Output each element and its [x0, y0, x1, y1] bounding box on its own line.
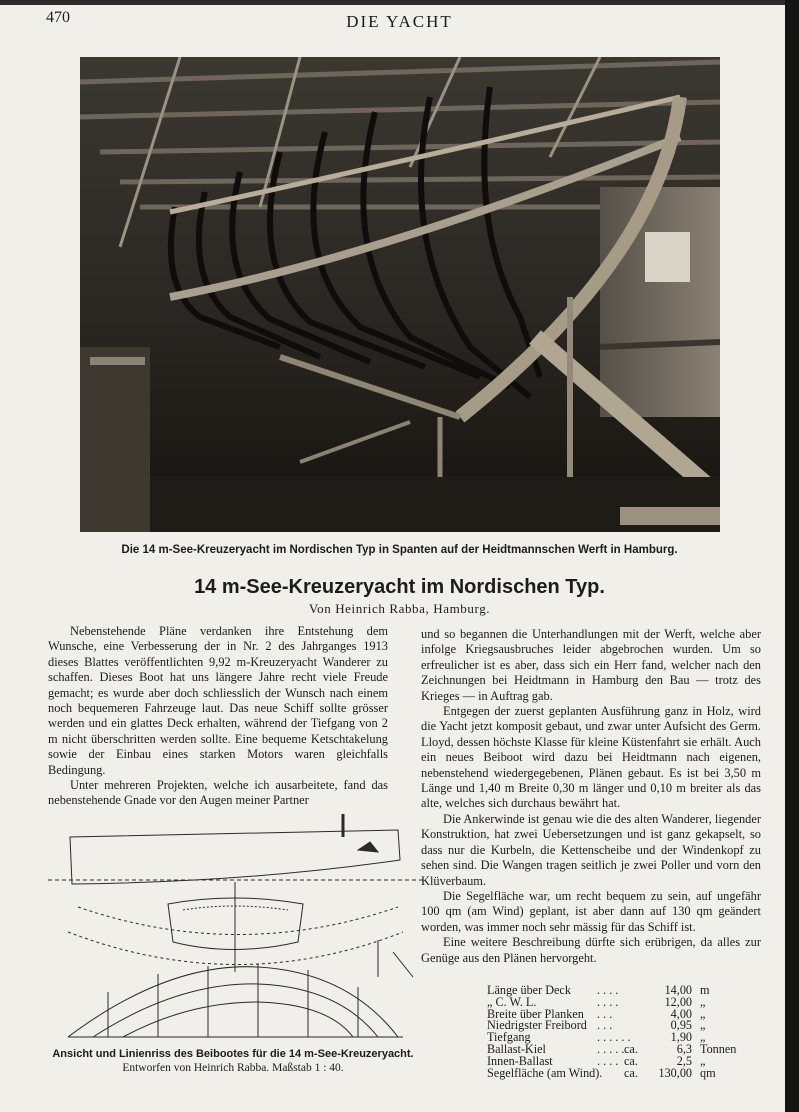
- scan-top-edge: [0, 0, 799, 5]
- spec-value: 6,3: [676, 1041, 692, 1056]
- spec-leader-dots: . . .: [597, 1006, 613, 1021]
- right-column: [421, 627, 761, 966]
- spec-approx: ca.: [624, 1041, 638, 1056]
- spec-value: 0,95: [670, 1018, 692, 1033]
- spec-value: 14,00: [664, 983, 692, 997]
- dinghy-line-drawing: [48, 812, 423, 1044]
- paragraph: und so begannen die Unterhandlungen mit der Werft, welche aber infolge Kriegsausbruches leider abgebrochen wurden. Um so erfreulicher ist es aber, dass sich ein Herr fand, welcher nach den Zeichnungen bei Heidtmann in Hamburg den Bau — trotz des Krieges — in Auftrag gab.: [421, 627, 761, 703]
- spec-label: Innen-Ballast: [487, 1053, 553, 1068]
- scan-right-edge: [785, 0, 799, 1112]
- spec-approx: ca.: [624, 1053, 638, 1068]
- article-title: 14 m-See-Kreuzeryacht im Nordischen Typ.: [194, 576, 605, 598]
- spec-approx: ca.: [624, 1065, 638, 1080]
- spec-leader-dots: . . . . .: [597, 1041, 625, 1056]
- paragraph: Unter mehreren Projekten, welche ich ausarbeitete, fand das nebenstehende Gnade vor den Augen meiner Partner: [48, 778, 388, 808]
- spec-value: 2,5: [676, 1053, 692, 1068]
- spec-value: 1,90: [670, 1030, 692, 1045]
- spec-label: Ballast-Kiel: [487, 1041, 546, 1056]
- spec-leader-dots: . . . .: [597, 1053, 619, 1068]
- paragraph: Die Ankerwinde ist genau wie die des alten Wanderer, liegender Konstruktion, hat zwei Uebersetzungen und ist ganz gekapselt, so dass nur die Kurbeln, die Kettenscheibe und der Windenkopf zu sehen sind. Die Wangen tragen seitlich je zwei Poller und vorn den Klüverbaum.: [421, 811, 761, 888]
- spec-unit: „: [700, 1053, 706, 1068]
- paragraph: Nebenstehende Pläne verdanken ihre Entstehung dem Wunsche, eine Verbesserung der in Nr. 2 des Jahrganges 1913 dieses Blattes veröffentlichten 9,92 m-Kreuzeryacht Wanderer zu schaffen. Dieses Boot hat uns längere Jahre recht viele Freude gemacht; es wurde aber doch schliesslich der Wunsch nach einem noch bequemeren Fahrzeuge laut. Das neue Schiff sollte grösser werden und ein glattes Deck erhalten, während der Tiefgang von 2 m nicht überschritten werden sollte. Eine bequeme Ketschtakelung sowie der Einbau eines starken Motors waren gleichfalls Bedingung.: [48, 624, 388, 777]
- spec-value: 4,00: [670, 1006, 692, 1021]
- spec-value: 12,00: [664, 994, 692, 1009]
- spec-unit: qm: [700, 1065, 716, 1080]
- spec-label: Länge über Deck: [487, 983, 571, 997]
- paragraph: Die Segelfläche war, um recht bequem zu sein, auf ungefähr 100 qm (am Wind) geplant, ist aber dann auf 130 qm geändert worden, was immer noch sehr mässig für das Schiff ist.: [421, 888, 761, 934]
- spec-value: 130,00: [658, 1065, 692, 1080]
- photo-caption: Die 14 m-See-Kreuzeryacht im Nordischen Typ in Spanten auf der Heidtmannschen Werft in Hamburg.: [121, 544, 678, 556]
- paragraph: Eine weitere Beschreibung dürfte sich erübrigen, da alles zur Genüge aus den Plänen hervorgeht.: [421, 935, 761, 965]
- spec-label: „ C. W. L.: [487, 994, 537, 1009]
- drawing-credit: Entworfen von Heinrich Rabba. Maßstab 1 : 40.: [122, 1062, 344, 1074]
- spec-unit: Tonnen: [700, 1041, 737, 1056]
- spec-label: Segelfläche (am Wind).: [487, 1065, 603, 1080]
- spec-unit: „: [700, 1006, 706, 1021]
- spec-unit: „: [700, 1018, 706, 1033]
- left-column: [48, 624, 388, 809]
- spec-label: Tiefgang: [487, 1030, 531, 1045]
- spec-leader-dots: . . . .: [597, 994, 619, 1009]
- spec-unit: m: [700, 983, 710, 997]
- hull-photograph: [80, 57, 720, 532]
- spec-leader-dots: . . .: [597, 1018, 613, 1033]
- running-title: DIE YACHT: [346, 12, 453, 31]
- spec-leader-dots: . . . .: [597, 983, 619, 997]
- article-byline: Von Heinrich Rabba, Hamburg.: [308, 601, 491, 616]
- page-number: 470: [46, 9, 70, 26]
- spec-unit: „: [700, 994, 706, 1009]
- spec-leader-dots: . . . . . .: [597, 1030, 631, 1045]
- spec-label: Niedrigster Freibord: [487, 1018, 587, 1033]
- drawing-caption: Ansicht und Linienriss des Beibootes für die 14 m-See-Kreuzeryacht.: [52, 1048, 414, 1060]
- paragraph: Entgegen der zuerst geplanten Ausführung ganz in Holz, wird die Yacht jetzt komposit gebaut, und zwar unter Aufsicht des Germ. Lloyd, dessen höchste Klasse für kleine Küstenfahrt sie erhält. Auch ein neues Beiboot wird dazu bei Heidtmann nach eigenen, nebenstehend wiedergegebenen, Plänen gebaut. Es ist bei 3,50 m Länge und 1,40 m Breite 0,30 m länger und 0,10 m breiter als das alte, welches sich durchaus bewährt hat.: [421, 704, 761, 811]
- spec-label: Breite über Planken: [487, 1006, 584, 1021]
- spec-unit: „: [700, 1030, 706, 1045]
